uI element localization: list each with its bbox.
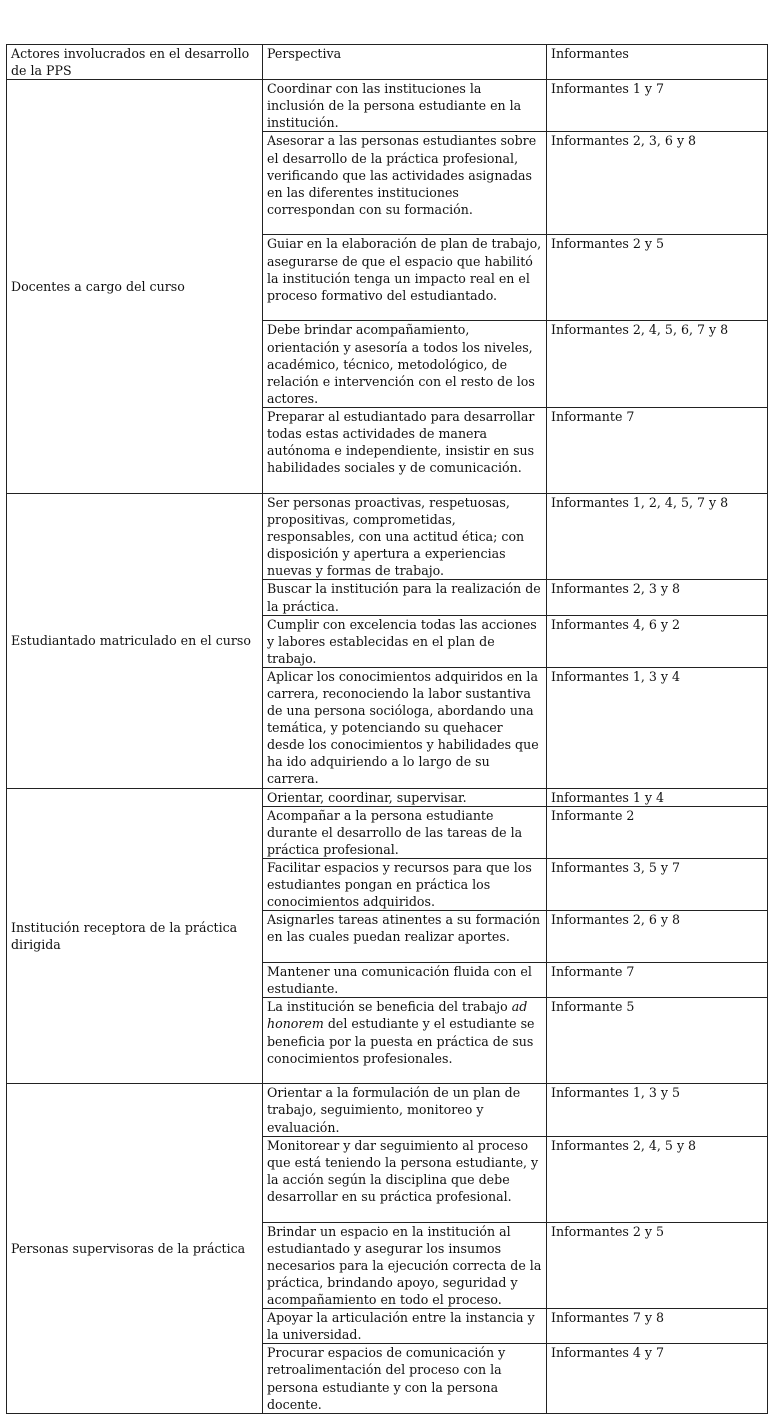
informants-cell: Informantes 2, 6 y 8 bbox=[547, 911, 768, 963]
informants-cell: Informante 5 bbox=[547, 998, 768, 1084]
informants-cell: Informantes 1 y 4 bbox=[547, 788, 768, 806]
informants-cell: Informantes 4 y 7 bbox=[547, 1344, 768, 1413]
perspective-cell: Acompañar a la persona estudiante durante el desarrollo de las tareas de la práctica profesional. bbox=[263, 806, 547, 858]
actor-cell-estudiantado: Estudiantado matriculado en el curso bbox=[7, 493, 263, 788]
informants-cell: Informante 7 bbox=[547, 963, 768, 998]
perspective-cell: Buscar la institución para la realización de la práctica. bbox=[263, 580, 547, 615]
perspective-cell: Preparar al estudiantado para desarrollar todas estas actividades de manera autónoma e independiente, insistir en sus habilidades sociales y de comunicación. bbox=[263, 407, 547, 493]
perspective-emphasis: ad honorem bbox=[267, 999, 528, 1032]
informants-cell: Informante 7 bbox=[547, 407, 768, 493]
table-row bbox=[7, 788, 768, 806]
perspective-cell: Asesorar a las personas estudiantes sobre el desarrollo de la práctica profesional, verificando que las actividades asignadas en las diferentes instituciones correspondan con su formación. bbox=[263, 132, 547, 235]
actor-cell-supervisoras: Personas supervisoras de la práctica bbox=[7, 1084, 263, 1413]
header-perspective: Perspectiva bbox=[263, 45, 547, 80]
perspective-cell bbox=[263, 998, 547, 1084]
table-row bbox=[7, 1084, 768, 1136]
informants-cell: Informantes 3, 5 y 7 bbox=[547, 858, 768, 910]
informants-cell: Informantes 7 y 8 bbox=[547, 1309, 768, 1344]
perspective-text-before: La institución se beneficia del trabajo bbox=[267, 999, 512, 1015]
informants-cell: Informantes 1, 3 y 4 bbox=[547, 667, 768, 788]
perspective-cell: Guiar en la elaboración de plan de trabajo, asegurarse de que el espacio que habilitó la institución tenga un impacto real en el proceso formativo del estudiantado. bbox=[263, 235, 547, 321]
perspective-cell: Orientar, coordinar, supervisar. bbox=[263, 788, 547, 806]
perspective-cell: Monitorear y dar seguimiento al proceso que está teniendo la persona estudiante, y la acción según la disciplina que debe desarrollar en su práctica profesional. bbox=[263, 1136, 547, 1222]
perspective-cell: Debe brindar acompañamiento, orientación y asesoría a todos los niveles, académico, técnico, metodológico, de relación e intervención con el resto de los actores. bbox=[263, 321, 547, 407]
perspective-cell: Apoyar la articulación entre la instancia y la universidad. bbox=[263, 1309, 547, 1344]
header-actors: Actores involucrados en el desarrollo de la PPS bbox=[7, 45, 263, 80]
perspective-cell: Aplicar los conocimientos adquiridos en la carrera, reconociendo la labor sustantiva de una persona socióloga, abordando una temática, y potenciando su quehacer desde los conocimientos y habilidades que ha ido adquiriendo a lo largo de su carrera. bbox=[263, 667, 547, 788]
perspective-cell: Cumplir con excelencia todas las acciones y labores establecidas en el plan de trabajo. bbox=[263, 615, 547, 667]
header-row bbox=[7, 45, 768, 80]
actor-cell-docentes: Docentes a cargo del curso bbox=[7, 80, 263, 494]
informants-cell: Informantes 2, 3, 6 y 8 bbox=[547, 132, 768, 235]
perspective-cell: Ser personas proactivas, respetuosas, propositivas, comprometidas, responsables, con una actitud ética; con disposición y apertura a experiencias nuevas y formas de trabajo. bbox=[263, 493, 547, 579]
perspective-cell: Mantener una comunicación fluida con el estudiante. bbox=[263, 963, 547, 998]
informants-cell: Informantes 1, 2, 4, 5, 7 y 8 bbox=[547, 493, 768, 579]
informants-cell: Informantes 4, 6 y 2 bbox=[547, 615, 768, 667]
informants-cell: Informantes 2, 3 y 8 bbox=[547, 580, 768, 615]
informants-cell: Informante 2 bbox=[547, 806, 768, 858]
perspective-cell: Coordinar con las instituciones la inclusión de la persona estudiante en la institución. bbox=[263, 80, 547, 132]
informants-cell: Informantes 1, 3 y 5 bbox=[547, 1084, 768, 1136]
informants-cell: Informantes 2, 4, 5, 6, 7 y 8 bbox=[547, 321, 768, 407]
perspective-cell: Facilitar espacios y recursos para que los estudiantes pongan en práctica los conocimientos adquiridos. bbox=[263, 858, 547, 910]
informants-cell: Informantes 2 y 5 bbox=[547, 1222, 768, 1308]
perspective-cell: Procurar espacios de comunicación y retroalimentación del proceso con la persona estudiante y con la persona docente. bbox=[263, 1344, 547, 1413]
perspective-cell: Orientar a la formulación de un plan de trabajo, seguimiento, monitoreo y evaluación. bbox=[263, 1084, 547, 1136]
actors-perspective-table bbox=[6, 44, 768, 1414]
actor-cell-institucion: Institución receptora de la práctica dirigida bbox=[7, 788, 263, 1084]
header-informants: Informantes bbox=[547, 45, 768, 80]
perspective-cell: Brindar un espacio en la institución al estudiantado y asegurar los insumos necesarios para la ejecución correcta de la práctica, brindando apoyo, seguridad y acompañamiento en todo el proceso. bbox=[263, 1222, 547, 1308]
informants-cell: Informantes 2 y 5 bbox=[547, 235, 768, 321]
perspective-text-after: del estudiante y el estudiante se beneficia por la puesta en práctica de sus conocimientos profesionales. bbox=[267, 1016, 535, 1066]
table-row bbox=[7, 80, 768, 132]
informants-cell: Informantes 1 y 7 bbox=[547, 80, 768, 132]
informants-cell: Informantes 2, 4, 5 y 8 bbox=[547, 1136, 768, 1222]
table-row bbox=[7, 493, 768, 579]
perspective-cell: Asignarles tareas atinentes a su formación en las cuales puedan realizar aportes. bbox=[263, 911, 547, 963]
